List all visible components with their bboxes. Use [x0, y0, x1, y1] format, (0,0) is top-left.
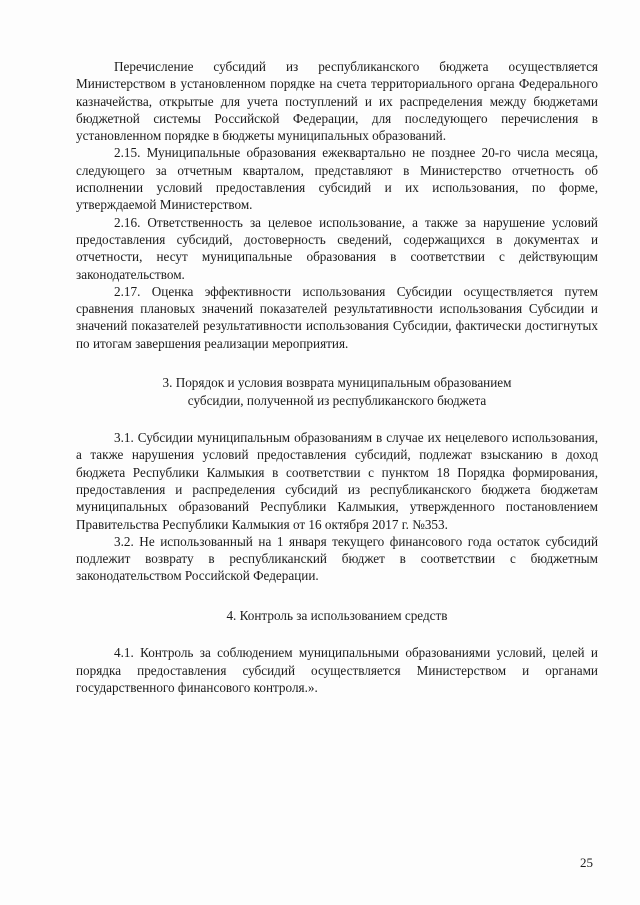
section-4-heading: [76, 607, 598, 625]
paragraph-2-16: 2.16. Ответственность за целевое использование, а также за нарушение условий предоставления субсидий, достоверность сведений, содержащихся в документах и отчетности, несут муниципальные образования в соответствии с действующим законодательством.: [76, 214, 598, 282]
paragraph-2-15: 2.15. Муниципальные образования ежеквартально не позднее 20-го числа месяца, следующего за отчетным кварталом, представляют в Министерство отчетность об исполнении условий предоставления субсидий и их использования, по форме, утверждаемой Министерством.: [76, 145, 598, 213]
paragraph-2-17: 2.17. Оценка эффективности использования Субсидии осуществляется путем сравнения плановых значений показателей результативности использования Субсидии и значений показателей результативности использования Субсидии, фактически достигнутых по итогам завершения реализации мероприятия.: [76, 283, 598, 351]
paragraph-3-1: 3.1. Субсидии муниципальным образованиям в случае их нецелевого использования, а также нарушения условий предоставления субсидий, подлежат взысканию в доход бюджета Республики Калмыкия в соответствии с пунктом 18 Порядка формирования, предоставления и распределения субсидий из республиканского бюджета бюджетам муниципальных образований Республики Калмыкия, утвержденного постановлением Правительства Республики Калмыкия от 16 октября 2017 г. №353.: [76, 430, 598, 532]
section-3-heading: [76, 374, 598, 409]
paragraph-4-1: 4.1. Контроль за соблюдением муниципальными образованиями условий, целей и порядка предоставления субсидий осуществляется Министерством и органами государственного финансового контроля.».: [76, 645, 598, 695]
paragraph-3-2: 3.2. Не использованный на 1 января текущего финансового года остаток субсидий подлежит возврату в республиканский бюджет в соответствии с бюджетным законодательством Российской Федерации.: [76, 533, 598, 584]
section-3-heading-line2: субсидии, полученной из республиканского бюджета: [187, 392, 487, 408]
section-4-heading-text: 4. Контроль за использованием средств: [226, 607, 448, 623]
paragraph-transfer-subsidies: Перечисление субсидий из республиканского бюджета осуществляется Министерством в установленном порядке на счета территориального органа Федерального казначейства, открытые для учета поступлений и их распределения между бюджетами бюджетной системы Российской Федерации, для последующего перечисления в установленном порядке в бюджеты муниципальных образований.: [76, 59, 598, 144]
document-body: [76, 58, 598, 696]
page-number: 25: [580, 855, 593, 870]
section-3-heading-line1: 3. Порядок и условия возврата муниципальным образованием: [162, 375, 512, 391]
